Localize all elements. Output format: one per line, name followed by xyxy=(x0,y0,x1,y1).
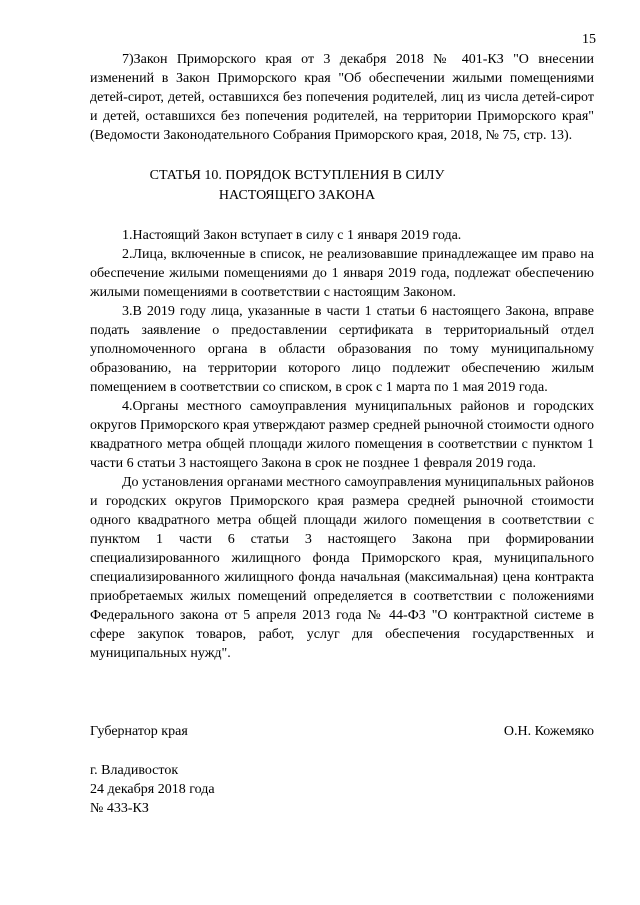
document-body xyxy=(90,50,594,663)
intro-paragraph: 7)Закон Приморского края от 3 декабря 2018 № 401-КЗ "О внесении изменений в Закон Приморского края "Об обеспечении жилыми помещениями детей-сирот, детей, оставшихся без попечения родителей, лиц из числа детей-сирот и детей, оставшихся без попечения родителей, на территории Приморского края" (Ведомости Законодательного Собрания Приморского края, 2018, № 75, стр. 13). xyxy=(90,52,594,143)
article-title-line-2: НАСТОЯЩЕГО ЗАКОНА xyxy=(218,188,376,203)
signatory-name: О.Н. Кожемяко xyxy=(503,724,594,739)
document-footer xyxy=(90,761,215,818)
page-number: 15 xyxy=(582,32,596,47)
signatory-position: Губернатор края xyxy=(90,724,188,739)
article-paragraph-5: До установления органами местного самоуправления муниципальных районов и городских округов Приморского края размера средней рыночной стоимости одного квадратного метра общей площади жилого помещения в соответствии с пунктом 1 части 6 статьи 3 настоящего Закона при формировании специализированного жилищного фонда Приморского края, муниципального специализированного жилищного фонда начальная (максимальная) цена контракта приобретаемых жилых помещений определяется в соответствии с положениями Федерального закона от 5 апреля 2013 года № 44-ФЗ "О контрактной системе в сфере закупок товаров, работ, услуг для обеспечения государственных и муниципальных нужд". xyxy=(90,475,594,661)
footer-law-number: № 433-КЗ xyxy=(90,801,149,816)
article-paragraph-1: 1.Настоящий Закон вступает в силу с 1 января 2019 года. xyxy=(122,228,462,243)
article-title xyxy=(90,166,594,206)
footer-date: 24 декабря 2018 года xyxy=(90,782,215,797)
article-paragraph-2: 2.Лица, включенные в список, не реализовавшие принадлежащее им право на обеспечение жилыми помещениями до 1 января 2019 года, подлежат обеспечению жилыми помещениями в соответствии с настоящим Законом. xyxy=(90,247,594,300)
article-paragraph-3: 3.В 2019 году лица, указанные в части 1 статьи 6 настоящего Закона, вправе подать заявление о предоставлении сертификата в территориальный отдел уполномоченного органа в области образования по тому муниципальному образованию, на территории которого лицо подлежит обеспечению жилым помещением в соответствии со списком, в срок с 1 марта по 1 мая 2019 года. xyxy=(90,304,594,395)
footer-city: г. Владивосток xyxy=(90,763,179,778)
article-paragraph-4: 4.Органы местного самоуправления муниципальных районов и городских округов Приморского края утверждают размер средней рыночной стоимости одного квадратного метра общей площади жилого помещения в соответствии с пунктом 1 части 6 статьи 3 настоящего Закона в срок не позднее 1 февраля 2019 года. xyxy=(90,399,594,471)
article-title-line-1: СТАТЬЯ 10. ПОРЯДОК ВСТУПЛЕНИЯ В СИЛУ xyxy=(149,168,445,183)
